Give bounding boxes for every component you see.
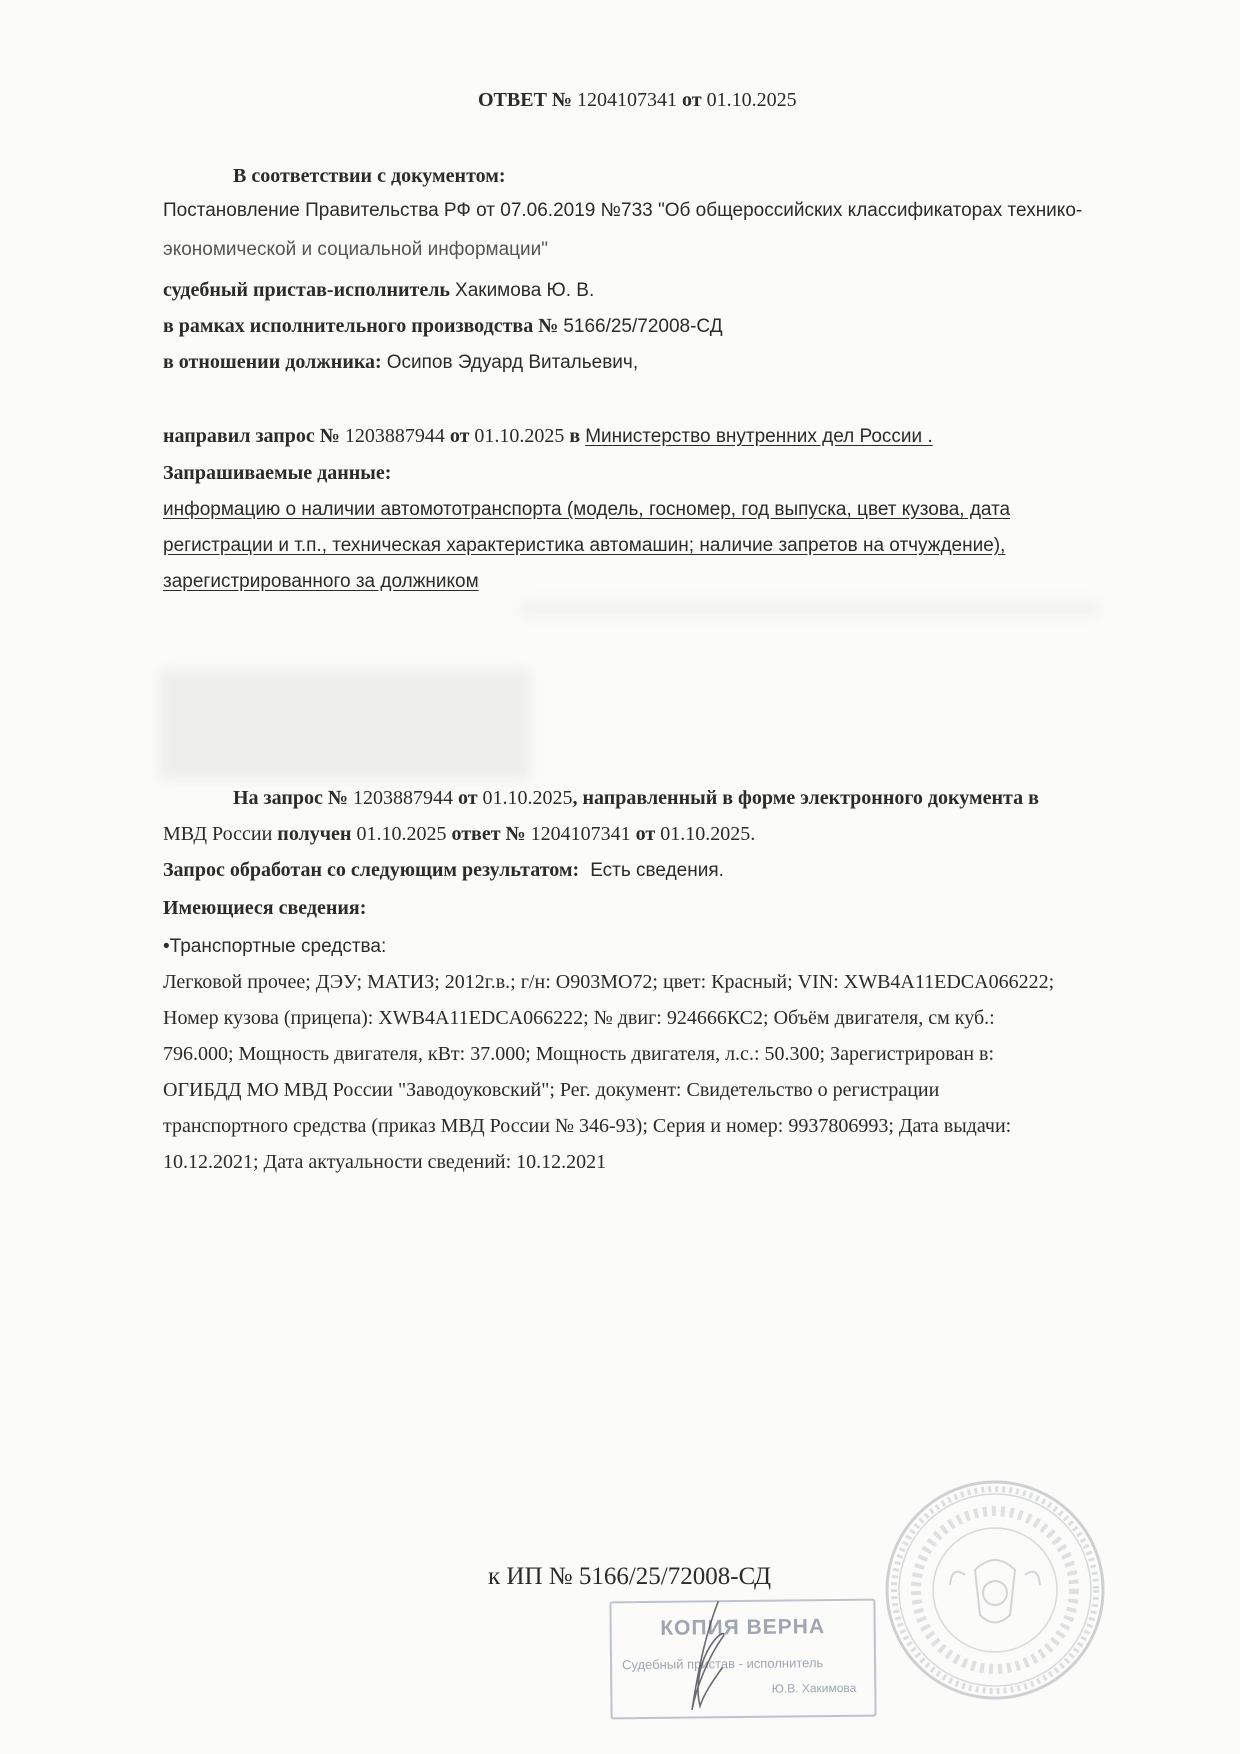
- vehicle-line: Номер кузова (прицепа): XWB4A11EDCA066222; № двиг: 924666КС2; Объём двигателя, см куб.:: [163, 1007, 995, 1029]
- scan-smudge: [160, 670, 530, 780]
- requested-data-heading: Запрашиваемые данные:: [163, 462, 392, 484]
- vehicle-line: 796.000; Мощность двигателя, кВт: 37.000; Мощность двигателя, л.с.: 50.300; Зарегистрирован в:: [163, 1043, 995, 1065]
- proceeding-label: в рамках исполнительного производства №: [163, 315, 559, 337]
- debtor-name: Осипов Эдуард Витальевич,: [386, 352, 639, 373]
- document-title: ОТВЕТ № 1204107341 от 01.10.2025: [478, 89, 797, 111]
- debtor-line: [163, 350, 638, 375]
- copy-certified-stamp: [609, 1599, 876, 1720]
- basis-line-1: Постановление Правительства РФ от 07.06.2019 №733 "Об общероссийских классификаторах технико-: [163, 200, 1083, 221]
- ip-reference: к ИП № 5166/25/72008-СД: [488, 1563, 772, 1590]
- basis-line-2: экономической и социальной информации": [163, 239, 549, 260]
- vehicle-line: Легковой прочее; ДЭУ; МАТИЗ; 2012г.в.; г/н: О903МО72; цвет: Красный; VIN: XWB4A11EDCA066222;: [163, 971, 1055, 993]
- available-category: •Транспортные средства:: [163, 936, 387, 957]
- official-seal-icon: [880, 1475, 1110, 1705]
- stamp-name: Ю.В. Хакимова: [771, 1680, 857, 1696]
- proceeding-number: 5166/25/72008-СД: [563, 316, 723, 337]
- proceeding-line: [163, 314, 723, 339]
- result-value: Есть сведения.: [590, 860, 724, 881]
- vehicle-line: транспортного средства (приказ МВД России № 346-93); Серия и номер: 9937806993; Дата выдачи:: [163, 1115, 1012, 1137]
- officer-label: судебный пристав-исполнитель: [163, 279, 451, 301]
- result-line: [163, 858, 724, 883]
- available-heading: Имеющиеся сведения:: [163, 897, 367, 919]
- response-line-1: На запрос № 1203887944 от 01.10.2025, направленный в форме электронного документа в: [233, 787, 1039, 809]
- signature-icon: [678, 1598, 738, 1718]
- vehicle-line: 10.12.2021; Дата актуальности сведений: 10.12.2021: [163, 1151, 607, 1173]
- officer-name: Хакимова Ю. В.: [455, 280, 595, 301]
- basis-heading: В соответствии с документом:: [233, 165, 506, 187]
- debtor-label: в отношении должника:: [163, 351, 382, 373]
- requested-data-line-1: информацию о наличии автомототранспорта (модель, госномер, год выпуска, цвет кузова, дата: [163, 499, 1011, 520]
- stamp-role: Судебный пристав - исполнитель: [621, 1655, 824, 1673]
- response-line-2: МВД России получен 01.10.2025 ответ № 1204107341 от 01.10.2025.: [163, 823, 756, 845]
- result-label: Запрос обработан со следующим результатом:: [163, 859, 580, 881]
- scan-smudge: [520, 600, 1100, 618]
- requested-data-line-2: регистрации и т.п., техническая характеристика автомашин; наличие запретов на отчуждение),: [163, 535, 1006, 556]
- stamp-title: КОПИЯ ВЕРНА: [660, 1615, 826, 1640]
- request-line: направил запрос № 1203887944 от 01.10.2025 в Министерство внутренних дел России .: [163, 425, 933, 447]
- vehicle-line: ОГИБДД МО МВД России "Заводоуковский"; Рег. документ: Свидетельство о регистрации: [163, 1079, 940, 1101]
- requested-data-line-3: зарегистрированного за должником: [163, 571, 479, 592]
- officer-line: [163, 278, 594, 303]
- recipient-link: Министерство внутренних дел России .: [585, 426, 933, 447]
